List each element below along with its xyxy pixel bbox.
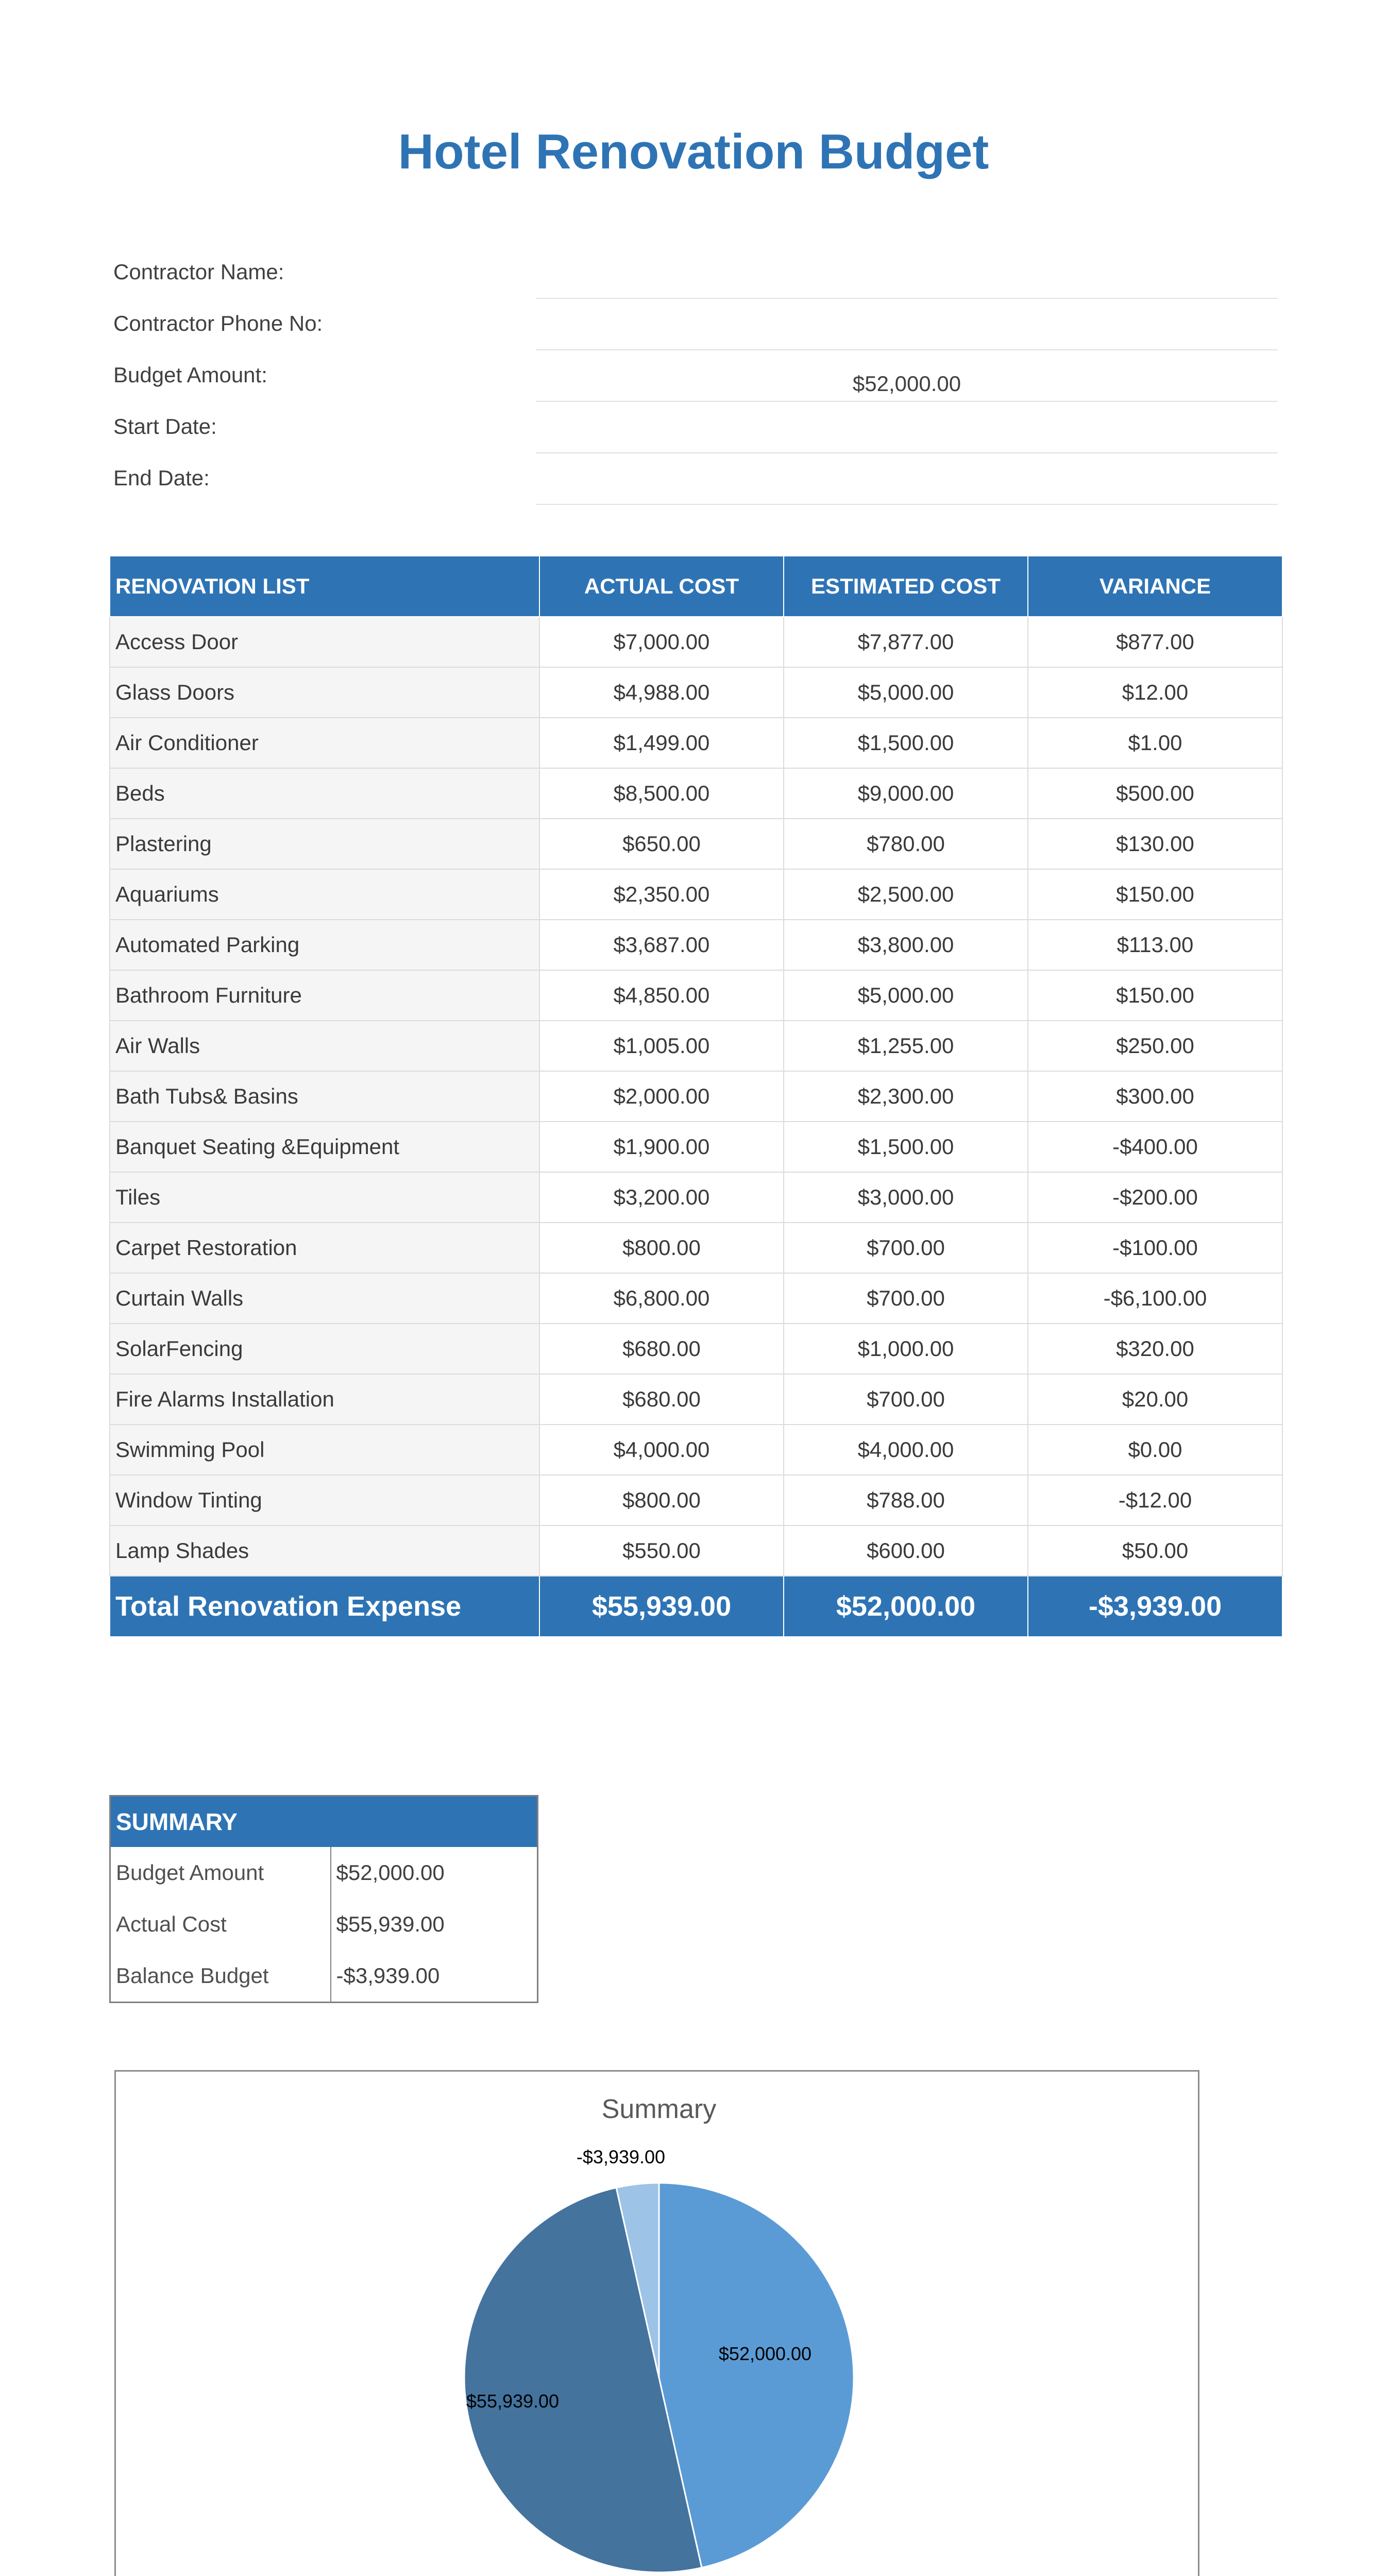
row-variance: $12.00 xyxy=(1028,667,1282,718)
row-item-name: Fire Alarms Installation xyxy=(110,1374,539,1425)
row-actual-cost: $3,200.00 xyxy=(539,1172,784,1223)
total-row xyxy=(110,1576,1282,1637)
table-row xyxy=(110,1374,1282,1425)
contractor-name-field[interactable] xyxy=(536,247,1278,299)
table-row xyxy=(110,768,1282,819)
row-item-name: Beds xyxy=(110,768,539,819)
info-row-start-date xyxy=(103,402,1278,453)
table-row xyxy=(110,1223,1282,1273)
row-estimated-cost: $1,500.00 xyxy=(784,718,1028,768)
total-label: Total Renovation Expense xyxy=(110,1576,539,1637)
info-row-end-date xyxy=(103,453,1278,505)
table-header-row xyxy=(110,556,1282,617)
row-item-name: Bathroom Furniture xyxy=(110,970,539,1021)
total-estimated: $52,000.00 xyxy=(784,1576,1028,1637)
row-actual-cost: $680.00 xyxy=(539,1324,784,1374)
row-estimated-cost: $2,500.00 xyxy=(784,869,1028,920)
row-item-name: Aquariums xyxy=(110,869,539,920)
row-item-name: Bath Tubs& Basins xyxy=(110,1071,539,1122)
row-estimated-cost: $5,000.00 xyxy=(784,970,1028,1021)
chart-title: Summary xyxy=(601,2094,717,2124)
row-estimated-cost: $9,000.00 xyxy=(784,768,1028,819)
row-variance: $150.00 xyxy=(1028,869,1282,920)
row-item-name: Air Conditioner xyxy=(110,718,539,768)
project-info xyxy=(103,247,1278,505)
row-variance: $877.00 xyxy=(1028,617,1282,667)
table-row xyxy=(110,920,1282,970)
row-variance: $130.00 xyxy=(1028,819,1282,869)
row-estimated-cost: $780.00 xyxy=(784,819,1028,869)
table-row xyxy=(110,1273,1282,1324)
summary-label: Budget Amount xyxy=(110,1847,331,1899)
start-date-field[interactable] xyxy=(536,402,1278,453)
row-item-name: Automated Parking xyxy=(110,920,539,970)
table-row xyxy=(110,617,1282,667)
info-label: Start Date: xyxy=(113,414,217,438)
row-actual-cost: $680.00 xyxy=(539,1374,784,1425)
row-item-name: Glass Doors xyxy=(110,667,539,718)
row-variance: $1.00 xyxy=(1028,718,1282,768)
row-actual-cost: $1,005.00 xyxy=(539,1021,784,1071)
row-item-name: Tiles xyxy=(110,1172,539,1223)
summary-value: $55,939.00 xyxy=(336,1912,445,1936)
row-estimated-cost: $3,800.00 xyxy=(784,920,1028,970)
row-actual-cost: $800.00 xyxy=(539,1223,784,1273)
info-label: End Date: xyxy=(113,466,210,490)
info-row-budget-amount xyxy=(103,350,1278,402)
table-row xyxy=(110,1475,1282,1526)
row-estimated-cost: $5,000.00 xyxy=(784,667,1028,718)
column-header: VARIANCE xyxy=(1028,556,1282,617)
total-variance: -$3,939.00 xyxy=(1028,1576,1282,1637)
summary-table xyxy=(109,1795,538,2003)
row-estimated-cost: $3,000.00 xyxy=(784,1172,1028,1223)
row-variance: $250.00 xyxy=(1028,1021,1282,1071)
row-variance: $500.00 xyxy=(1028,768,1282,819)
row-actual-cost: $2,350.00 xyxy=(539,869,784,920)
total-actual: $55,939.00 xyxy=(539,1576,784,1637)
row-actual-cost: $7,000.00 xyxy=(539,617,784,667)
row-variance: $150.00 xyxy=(1028,970,1282,1021)
row-estimated-cost: $2,300.00 xyxy=(784,1071,1028,1122)
renovation-table xyxy=(109,555,1283,1637)
table-row xyxy=(110,1021,1282,1071)
summary-header: SUMMARY xyxy=(110,1796,538,1848)
summary-chart xyxy=(114,2070,1199,2576)
summary-row xyxy=(110,1899,538,1950)
summary-label: Actual Cost xyxy=(110,1899,331,1950)
row-estimated-cost: $700.00 xyxy=(784,1374,1028,1425)
row-variance: $300.00 xyxy=(1028,1071,1282,1122)
pie-chart-svg xyxy=(116,2072,1198,2576)
row-estimated-cost: $600.00 xyxy=(784,1526,1028,1576)
summary-value: -$3,939.00 xyxy=(336,1963,440,1988)
row-variance: -$200.00 xyxy=(1028,1172,1282,1223)
info-row-contractor-name xyxy=(103,247,1278,299)
info-row-contractor-phone xyxy=(103,299,1278,350)
row-item-name: Air Walls xyxy=(110,1021,539,1071)
row-actual-cost: $6,800.00 xyxy=(539,1273,784,1324)
column-header: ACTUAL COST xyxy=(539,556,784,617)
row-actual-cost: $4,000.00 xyxy=(539,1425,784,1475)
table-row xyxy=(110,1071,1282,1122)
row-actual-cost: $4,988.00 xyxy=(539,667,784,718)
row-item-name: Swimming Pool xyxy=(110,1425,539,1475)
page-title: Hotel Renovation Budget xyxy=(398,124,989,179)
row-variance: -$6,100.00 xyxy=(1028,1273,1282,1324)
row-actual-cost: $8,500.00 xyxy=(539,768,784,819)
summary-row xyxy=(110,1950,538,2003)
data-label: $55,939.00 xyxy=(466,2391,560,2412)
row-variance: $20.00 xyxy=(1028,1374,1282,1425)
info-label: Contractor Phone No: xyxy=(113,311,323,335)
row-actual-cost: $4,850.00 xyxy=(539,970,784,1021)
row-estimated-cost: $788.00 xyxy=(784,1475,1028,1526)
row-variance: $113.00 xyxy=(1028,920,1282,970)
summary-label: Balance Budget xyxy=(110,1950,331,2003)
row-actual-cost: $3,687.00 xyxy=(539,920,784,970)
row-variance: $320.00 xyxy=(1028,1324,1282,1374)
column-header: ESTIMATED COST xyxy=(784,556,1028,617)
table-row xyxy=(110,1425,1282,1475)
row-variance: -$100.00 xyxy=(1028,1223,1282,1273)
row-estimated-cost: $700.00 xyxy=(784,1223,1028,1273)
row-estimated-cost: $7,877.00 xyxy=(784,617,1028,667)
summary-row xyxy=(110,1847,538,1899)
row-item-name: Access Door xyxy=(110,617,539,667)
table-row xyxy=(110,1122,1282,1172)
table-row xyxy=(110,1324,1282,1374)
row-estimated-cost: $1,255.00 xyxy=(784,1021,1028,1071)
table-row xyxy=(110,667,1282,718)
row-estimated-cost: $1,500.00 xyxy=(784,1122,1028,1172)
row-item-name: Window Tinting xyxy=(110,1475,539,1526)
row-item-name: Carpet Restoration xyxy=(110,1223,539,1273)
row-item-name: SolarFencing xyxy=(110,1324,539,1374)
table-row xyxy=(110,718,1282,768)
column-header: RENOVATION LIST xyxy=(110,556,539,617)
row-estimated-cost: $4,000.00 xyxy=(784,1425,1028,1475)
row-variance: $0.00 xyxy=(1028,1425,1282,1475)
row-estimated-cost: $1,000.00 xyxy=(784,1324,1028,1374)
row-variance: $50.00 xyxy=(1028,1526,1282,1576)
budget-amount-field[interactable]: $52,000.00 xyxy=(536,350,1278,402)
info-label: Contractor Name: xyxy=(113,260,284,284)
row-actual-cost: $800.00 xyxy=(539,1475,784,1526)
table-row xyxy=(110,1172,1282,1223)
end-date-field[interactable] xyxy=(536,453,1278,505)
row-actual-cost: $1,499.00 xyxy=(539,718,784,768)
table-row xyxy=(110,970,1282,1021)
row-actual-cost: $2,000.00 xyxy=(539,1071,784,1122)
contractor-phone-field[interactable] xyxy=(536,299,1278,350)
table-row xyxy=(110,869,1282,920)
row-item-name: Banquet Seating &Equipment xyxy=(110,1122,539,1172)
row-actual-cost: $1,900.00 xyxy=(539,1122,784,1172)
data-label: $52,000.00 xyxy=(718,2343,812,2364)
row-item-name: Lamp Shades xyxy=(110,1526,539,1576)
table-row xyxy=(110,1526,1282,1576)
row-item-name: Plastering xyxy=(110,819,539,869)
table-row xyxy=(110,819,1282,869)
row-variance: -$12.00 xyxy=(1028,1475,1282,1526)
info-label: Budget Amount: xyxy=(113,363,267,387)
row-variance: -$400.00 xyxy=(1028,1122,1282,1172)
row-item-name: Curtain Walls xyxy=(110,1273,539,1324)
row-actual-cost: $550.00 xyxy=(539,1526,784,1576)
row-actual-cost: $650.00 xyxy=(539,819,784,869)
data-label: -$3,939.00 xyxy=(576,2146,666,2167)
row-estimated-cost: $700.00 xyxy=(784,1273,1028,1324)
summary-value: $52,000.00 xyxy=(336,1860,445,1885)
